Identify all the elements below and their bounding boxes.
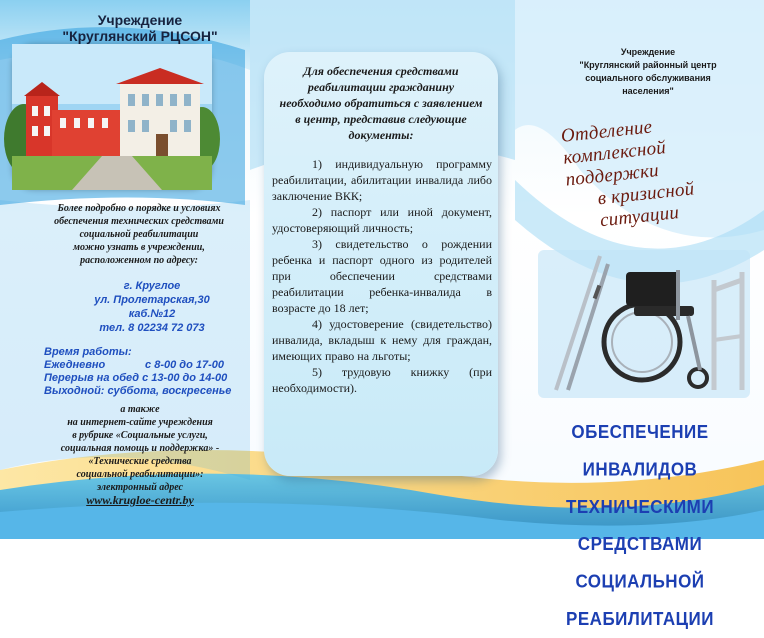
documents-heading: Для обеспечения средствами реабилитации гражданину необходимо обратиться с заявлением в центр, представив следующие документы: — [279, 64, 483, 142]
web-line: «Технические средства — [88, 456, 192, 467]
address-city: г. Круглое — [123, 280, 181, 292]
main-title-line2: ТЕХНИЧЕСКИМИ СРЕДСТВАМИ — [565, 496, 715, 555]
address-street: ул. Пролетарская,30 — [94, 294, 210, 306]
address-block — [72, 279, 232, 335]
right-org-line1: Учреждение — [620, 47, 676, 57]
brochure-main-title — [520, 414, 760, 638]
document-item: 5) трудовую книжку (при необходимости). — [272, 365, 492, 395]
right-org-line2: "Круглянский районный центр — [579, 60, 717, 70]
left-org-line2: "Круглянский РЦСОН" — [62, 28, 218, 44]
web-line: в рубрике «Социальные услуги, — [72, 430, 208, 441]
main-title-line3: СОЦИАЛЬНОЙ РЕАБИЛИТАЦИИ — [566, 571, 714, 630]
department-line2: в кризисной ситуации — [596, 178, 696, 232]
working-hours — [44, 346, 244, 398]
website-info — [36, 403, 244, 507]
document-item: 3) свидетельство о рождении ребенка и паспорт одного из родителей при обеспечении средствами реабилитации ребенка-инвалида в возрасте до 18 лет; — [272, 237, 492, 315]
web-line: а также — [120, 404, 160, 415]
hours-daily-value: с 8-00 до 17-00 — [145, 359, 224, 371]
info-line: можно узнать в учреждении, — [73, 242, 205, 253]
web-line: социальная помощь и поддержка» - — [60, 443, 220, 454]
info-text — [40, 202, 238, 267]
hours-title: Время работы: — [44, 346, 132, 358]
web-line: электронный адрес — [97, 482, 183, 493]
info-line: социальной реабилитации — [79, 229, 199, 240]
web-line: социальной реабилитации»: — [76, 469, 204, 480]
documents-list — [272, 156, 492, 396]
wheelchair-icon — [538, 250, 750, 398]
department-name — [560, 106, 760, 235]
website-link[interactable]: www.krugloe-centr.by — [86, 493, 194, 507]
building-photo — [12, 44, 212, 190]
left-org-title — [40, 12, 240, 44]
document-item: 2) паспорт или иной документ, удостоверяющий личность; — [272, 205, 492, 235]
right-org-title — [560, 46, 736, 98]
address-room: каб.№12 — [128, 308, 176, 320]
right-org-line3: социального обслуживания населения" — [585, 73, 711, 96]
hours-lunch: Перерыв на обед с 13-00 до 14-00 — [44, 372, 228, 384]
left-org-line1: Учреждение — [97, 12, 183, 28]
building-illustration — [12, 44, 212, 190]
info-line: расположенном по адресу: — [80, 255, 198, 266]
document-item: 1) индивидуальную программу реабилитации, абилитации инвалида либо заключение ВКК; — [272, 157, 492, 203]
department-line1: Отделение комплексной поддержки — [560, 116, 667, 191]
hours-daily-label: Ежедневно — [44, 359, 106, 371]
info-line: Более подробно о порядке и условиях — [57, 203, 221, 214]
main-title-line1: ОБЕСПЕЧЕНИЕ ИНВАЛИДОВ — [571, 421, 709, 480]
address-phone: тел. 8 02234 72 073 — [99, 322, 205, 334]
web-line: на интернет-сайте учреждения — [67, 417, 213, 428]
hours-weekend: Выходной: суббота, воскресенье — [44, 385, 232, 397]
info-line: обеспечения технических средствами — [54, 216, 224, 227]
equipment-photo — [538, 250, 750, 398]
document-item: 4) удостоверение (свидетельство) инвалида, вкладыш к нему для граждан, имеющих право на льготы; — [272, 317, 492, 363]
